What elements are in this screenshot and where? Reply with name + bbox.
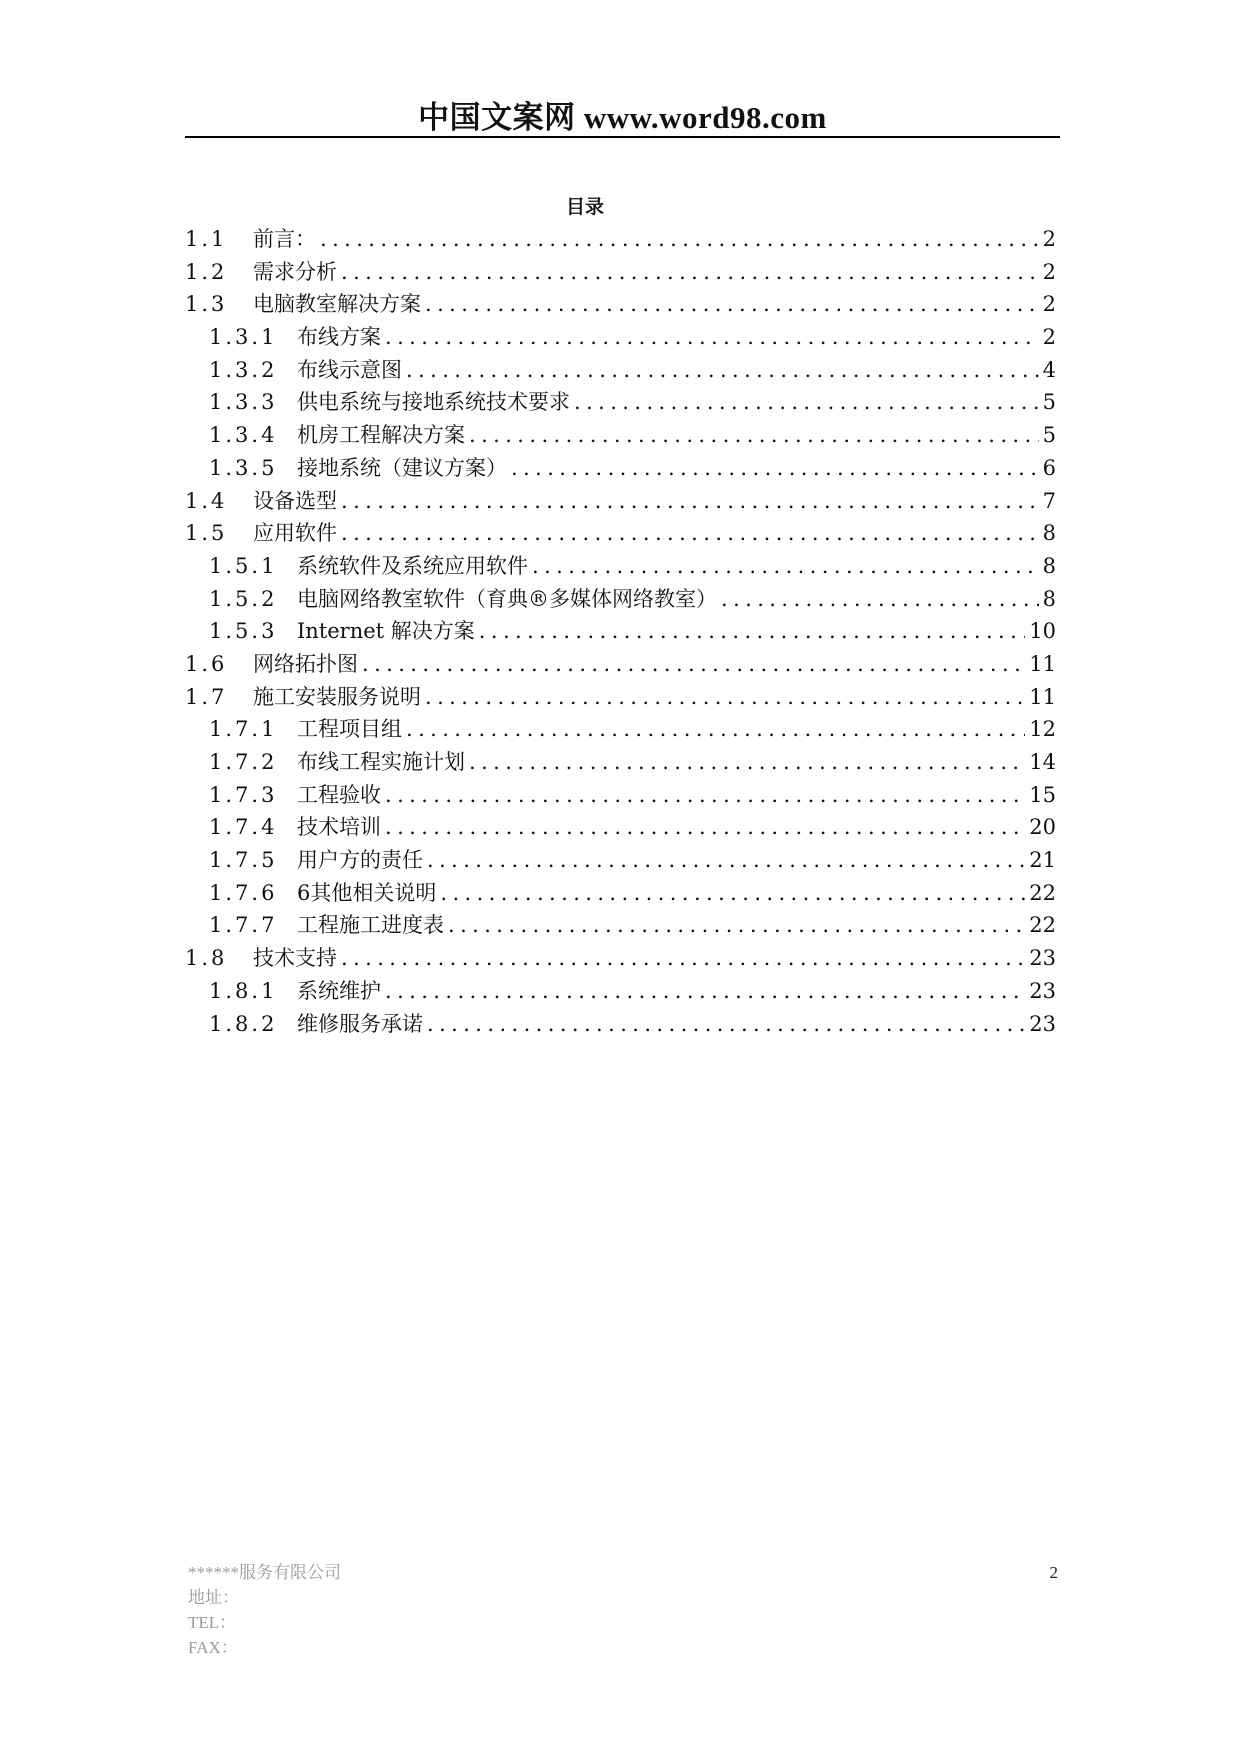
toc-entry[interactable] xyxy=(185,746,1056,779)
toc-entry-page: 5 xyxy=(1042,390,1056,415)
toc-entry-number: 1.8.2 xyxy=(209,1011,278,1036)
toc-entry-number: 1.5.1 xyxy=(209,553,278,578)
toc-entry-page: 23 xyxy=(1029,946,1056,971)
toc-entry-number: 1.7.3 xyxy=(209,782,278,807)
toc-entry-title: 6其他相关说明 xyxy=(297,880,437,905)
toc-entry[interactable] xyxy=(185,648,1056,681)
toc-entry-title: 机房工程解决方案 xyxy=(297,423,465,448)
toc-dot-leader xyxy=(469,419,1039,452)
toc-entry-page: 2 xyxy=(1042,227,1056,251)
toc-entry[interactable] xyxy=(185,1008,1056,1041)
toc-entry-title: 工程验收 xyxy=(297,782,381,807)
toc-entry[interactable] xyxy=(185,975,1056,1008)
toc-dot-leader xyxy=(469,746,1025,779)
toc-entry-page: 21 xyxy=(1029,848,1056,873)
toc-dot-leader xyxy=(406,354,1039,387)
toc-entry-number: 1.3.3 xyxy=(209,390,278,415)
toc-dot-leader xyxy=(532,550,1039,583)
toc-dot-leader xyxy=(425,681,1025,714)
toc-entry[interactable] xyxy=(185,909,1056,942)
toc-entry-page: 2 xyxy=(1042,259,1056,284)
toc-entry[interactable] xyxy=(185,550,1056,583)
toc-entry-number: 1.6 xyxy=(185,651,228,676)
toc-dot-leader xyxy=(341,485,1039,518)
toc-entry-page: 8 xyxy=(1042,553,1056,578)
toc-dot-leader xyxy=(362,648,1025,681)
toc-entry-title: 前言： xyxy=(253,227,316,251)
toc-entry-page: 8 xyxy=(1042,521,1056,546)
header-title: 中国文案网 www.word98.com xyxy=(418,100,827,135)
toc-dot-leader xyxy=(440,877,1025,910)
toc-title: 目录 xyxy=(565,196,604,218)
toc-entry-title: 电脑网络教室软件（育典®多媒体网络教室） xyxy=(297,586,717,611)
toc-entry[interactable] xyxy=(185,811,1056,844)
toc-entry-number: 1.7.7 xyxy=(209,913,278,938)
toc-dot-leader xyxy=(479,615,1025,648)
toc-entry[interactable] xyxy=(185,583,1056,616)
toc-entry-number: 1.8.1 xyxy=(209,978,278,1003)
toc-entry-number: 1.3.5 xyxy=(209,455,278,480)
toc-entry-number: 1.3.2 xyxy=(209,357,278,382)
toc-dot-leader xyxy=(341,256,1039,289)
footer-address: 地址： xyxy=(188,1588,239,1607)
toc-dot-leader xyxy=(511,452,1039,485)
toc-entry-title: 应用软件 xyxy=(253,521,337,546)
toc-entry[interactable] xyxy=(185,386,1056,419)
toc-entry-page: 12 xyxy=(1029,717,1056,742)
toc-entry-page: 7 xyxy=(1042,488,1056,513)
toc-entry[interactable] xyxy=(185,942,1056,975)
toc-entry-title: 维修服务承诺 xyxy=(297,1011,423,1036)
toc-entry-number: 1.5.2 xyxy=(209,586,278,611)
toc-dot-leader xyxy=(341,517,1039,550)
toc-entry-page: 23 xyxy=(1029,1011,1056,1036)
toc-entry-page: 14 xyxy=(1029,750,1056,774)
toc-entry-title: 电脑教室解决方案 xyxy=(253,292,421,317)
toc-entry-page: 4 xyxy=(1042,357,1056,382)
toc-dot-leader xyxy=(721,583,1039,616)
toc-entry-number: 1.7.1 xyxy=(209,717,278,742)
toc-entry[interactable] xyxy=(185,681,1056,714)
footer-fax: FAX： xyxy=(188,1638,238,1657)
toc-dot-leader xyxy=(385,975,1025,1008)
toc-entry-title: 布线示意图 xyxy=(297,357,402,382)
toc-entry-title: 网络拓扑图 xyxy=(253,651,358,676)
toc-entry-title: 接地系统（建议方案） xyxy=(297,455,507,480)
toc-entry-number: 1.7.5 xyxy=(209,848,278,873)
footer-company: ******服务有限公司 xyxy=(188,1563,341,1582)
toc-entry-title: 系统维护 xyxy=(297,978,381,1003)
toc-entry-number: 1.3 xyxy=(185,292,228,317)
toc-dot-leader xyxy=(320,223,1039,256)
toc-entry-title: 技术培训 xyxy=(297,815,381,840)
toc-dot-leader xyxy=(385,321,1039,354)
toc-entry[interactable] xyxy=(185,877,1056,910)
toc-entry-page: 8 xyxy=(1042,586,1056,611)
toc-entry-number: 1.8 xyxy=(185,946,228,971)
toc-entry[interactable] xyxy=(185,844,1056,877)
page-header xyxy=(185,88,1060,138)
toc-entry-page: 22 xyxy=(1029,880,1056,905)
toc-entry-number: 1.7.4 xyxy=(209,815,278,840)
toc-entry-title: 系统软件及系统应用软件 xyxy=(297,553,528,578)
toc-dot-leader xyxy=(427,1008,1025,1041)
toc-entry[interactable] xyxy=(185,419,1056,452)
toc-entry-number: 1.4 xyxy=(185,488,228,513)
toc-entry-title: 工程施工进度表 xyxy=(297,913,444,938)
toc-entry-number: 1.7.6 xyxy=(209,880,278,905)
toc-entry-number: 1.5.3 xyxy=(209,619,278,644)
toc-dot-leader xyxy=(448,909,1025,942)
page-footer xyxy=(188,1560,1058,1660)
toc-entry-page: 11 xyxy=(1029,651,1056,676)
toc-entry[interactable] xyxy=(185,288,1056,321)
toc-entry[interactable] xyxy=(185,354,1056,387)
toc-dot-leader xyxy=(385,811,1025,844)
toc-dot-leader xyxy=(427,844,1025,877)
toc-entry-page: 2 xyxy=(1042,292,1056,317)
toc-dot-leader xyxy=(385,779,1025,812)
toc-entry-page: 10 xyxy=(1029,619,1056,644)
footer-tel: TEL： xyxy=(188,1613,237,1632)
toc-entry-page: 5 xyxy=(1042,423,1056,448)
toc-entry-number: 1.7 xyxy=(185,684,228,709)
toc-entry-number: 1.3.1 xyxy=(209,325,278,350)
toc-entry-page: 15 xyxy=(1029,782,1056,807)
toc-entry[interactable] xyxy=(185,485,1056,518)
table-of-contents xyxy=(185,223,1056,1040)
toc-entry-title: 设备选型 xyxy=(253,488,337,513)
footer-page-number: 2 xyxy=(1049,1563,1058,1582)
toc-entry[interactable] xyxy=(185,615,1056,648)
toc-dot-leader xyxy=(406,713,1025,746)
toc-entry-page: 6 xyxy=(1042,455,1056,480)
toc-entry-title: 技术支持 xyxy=(253,946,337,971)
toc-entry-title: 布线方案 xyxy=(297,325,381,350)
toc-entry-number: 1.3.4 xyxy=(209,423,278,448)
toc-entry-number: 1.7.2 xyxy=(209,750,278,774)
toc-entry-page: 20 xyxy=(1029,815,1056,840)
toc-entry[interactable] xyxy=(185,321,1056,354)
toc-dot-leader xyxy=(341,942,1025,975)
toc-entry-title: 工程项目组 xyxy=(297,717,402,742)
toc-entry-title: 用户方的责任 xyxy=(297,848,423,873)
toc-entry[interactable] xyxy=(185,779,1056,812)
toc-entry-number: 1.1 xyxy=(185,227,228,251)
toc-entry-number: 1.5 xyxy=(185,521,228,546)
toc-entry-page: 23 xyxy=(1029,978,1056,1003)
toc-dot-leader xyxy=(574,386,1039,419)
toc-entry-title: 施工安装服务说明 xyxy=(253,684,421,709)
toc-entry-page: 22 xyxy=(1029,913,1056,938)
toc-entry-title: 供电系统与接地系统技术要求 xyxy=(297,390,570,415)
toc-entry-page: 2 xyxy=(1042,325,1056,350)
toc-entry[interactable] xyxy=(185,452,1056,485)
toc-entry[interactable] xyxy=(185,223,1056,256)
toc-entry-page: 11 xyxy=(1029,684,1056,709)
toc-entry-title: Internet 解决方案 xyxy=(297,619,475,644)
toc-entry-title: 需求分析 xyxy=(253,259,337,284)
toc-entry[interactable] xyxy=(185,517,1056,550)
toc-dot-leader xyxy=(425,288,1039,321)
toc-entry-title: 布线工程实施计划 xyxy=(297,750,465,774)
toc-entry[interactable] xyxy=(185,713,1056,746)
toc-entry-number: 1.2 xyxy=(185,259,228,284)
toc-entry[interactable] xyxy=(185,256,1056,289)
